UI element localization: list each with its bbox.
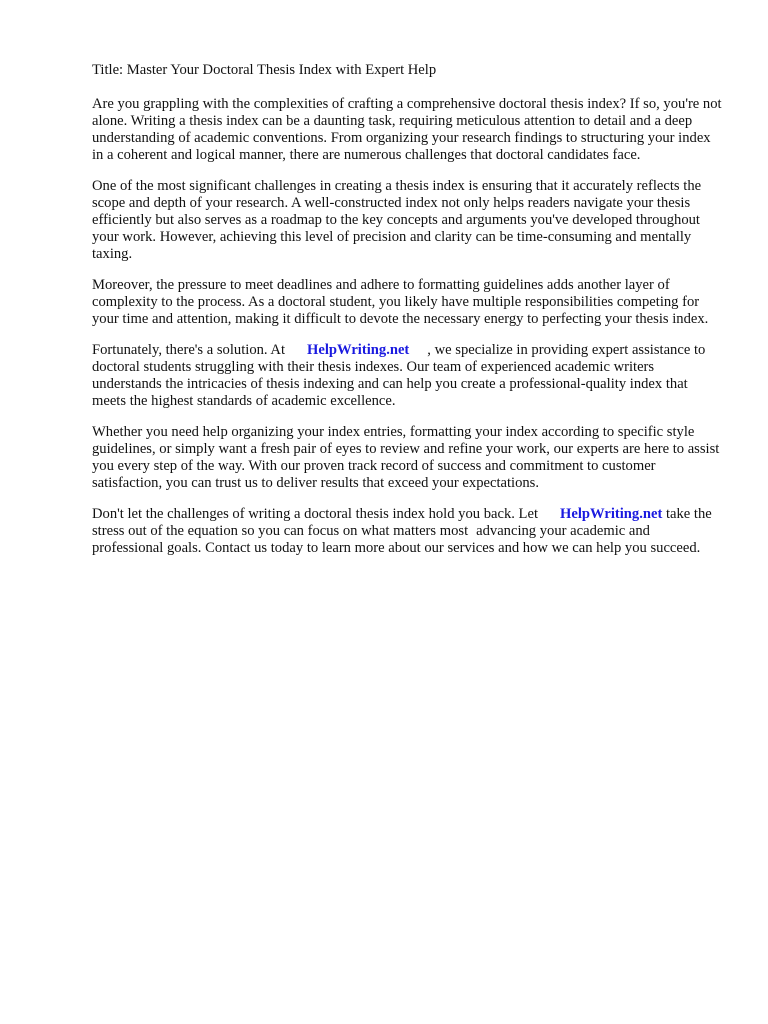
helpwriting-link-closing[interactable]: HelpWriting.net xyxy=(560,506,663,522)
document-body xyxy=(92,62,722,571)
helpwriting-link[interactable]: HelpWriting.net xyxy=(307,342,410,358)
solution-text-before: Fortunately, there's a solution. At xyxy=(92,342,285,358)
closing-text-after: advancing your academic and professional goals. Contact us today to learn more about our services and how we can help you succeed. xyxy=(92,523,701,556)
paragraph-intro: Are you grappling with the complexities of crafting a comprehensive doctoral thesis index? If so, you're not alone. Writing a thesis index can be a daunting task, requiring meticulous attention to detail and a deep understanding of academic conventions. From organizing your research findings to structuring your index in a coherent and logical manner, there are numerous challenges that doctoral candidates face. xyxy=(92,96,722,163)
paragraph-closing xyxy=(92,506,722,557)
paragraph-challenges: One of the most significant challenges in creating a thesis index is ensuring that it accurately reflects the scope and depth of your research. A well-constructed index not only helps readers navigate your thesis efficiently but also serves as a roadmap to the key concepts and arguments you've developed throughout your work. However, achieving this level of precision and clarity can be time-consuming and mentally taxing. xyxy=(92,178,702,262)
closing-text-before: Don't let the challenges of writing a doctoral thesis index hold you back. Let xyxy=(92,506,539,522)
solution-text-after: , we specialize in providing expert assistance to doctoral students struggling with their thesis indexes. Our team of experienced academic writers understands the intricacies of thesis indexing and can help you create a professional-quality index that meets the highest standards of academic excellence. xyxy=(92,342,706,409)
paragraph-services: Whether you need help organizing your index entries, formatting your index according to specific style guidelines, or simply want a fresh pair of eyes to review and refine your work, our experts are here to assist you every step of the way. With our proven track record of success and commitment to customer satisfaction, you can trust us to deliver results that exceed your expectations. xyxy=(92,424,720,491)
closing-text-middle: take the stress out of the equation so you can focus on what matters most xyxy=(92,506,712,539)
paragraph-solution xyxy=(92,342,722,410)
paragraph-pressure: Moreover, the pressure to meet deadlines and adhere to formatting guidelines adds another layer of complexity to the process. As a doctoral student, you likely have multiple responsibilities competing for your time and attention, making it difficult to devote the necessary energy to perfecting your thesis index. xyxy=(92,277,709,327)
document-title: Title: Master Your Doctoral Thesis Index with Expert Help xyxy=(92,62,437,78)
